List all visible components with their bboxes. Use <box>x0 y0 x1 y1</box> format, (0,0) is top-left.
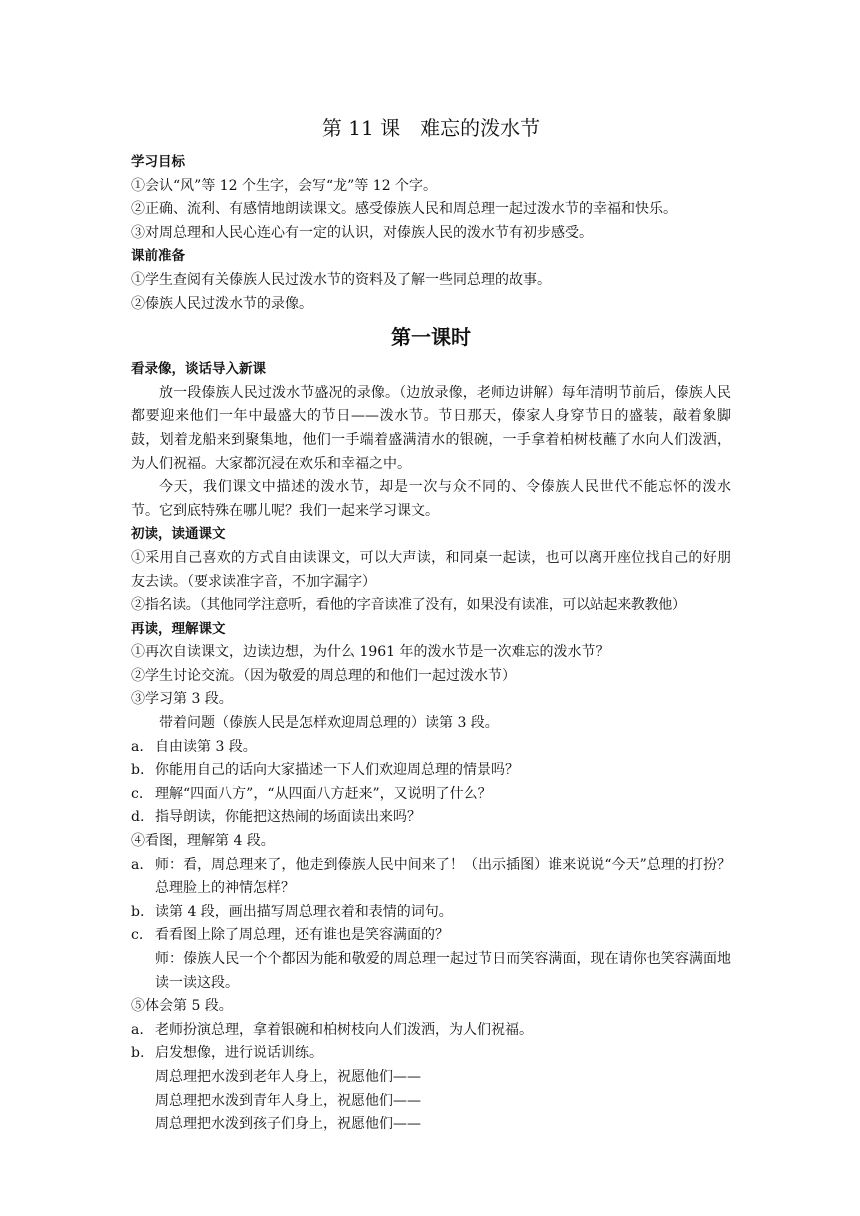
list-text: 看看图上除了周总理，还有谁也是笑容满面的？ <box>155 927 449 944</box>
goal-item: ②正确、流利、有感情地朗读课文。感受傣族人民和周总理一起过泼水节的幸福和快乐。 <box>131 201 677 218</box>
list-item <box>131 736 731 760</box>
speaking-line: 周总理把水泼到老年人身上，祝愿他们—— <box>155 1068 421 1085</box>
list-marker: b. <box>131 1045 145 1062</box>
reread-item: ④看图，理解第 4 段。 <box>131 833 275 850</box>
goal-item: ③对周总理和人民心连心有一定的认识，对傣族人民的泼水节有初步感受。 <box>131 224 593 241</box>
list-item <box>131 783 731 807</box>
teacher-note: 师：傣族人民一个个都因为能和敬爱的周总理一起过节日而笑容满面，现在请你也笑容满面地读一读这段。 <box>155 951 731 991</box>
list-item <box>131 924 731 948</box>
list-text: 启发想像，进行说话训练。 <box>155 1045 323 1062</box>
list-item <box>131 1042 731 1066</box>
list-item <box>131 854 731 901</box>
prep-heading: 课前准备 <box>131 248 185 265</box>
list-marker: a. <box>131 1021 144 1038</box>
list-marker: c. <box>131 785 144 802</box>
list-marker: c. <box>131 927 144 944</box>
document-content <box>131 113 731 1137</box>
list-marker: d. <box>131 809 145 826</box>
list-text: 自由读第 3 段。 <box>155 738 257 755</box>
list-text: 师：看，周总理来了，他走到傣族人民中间来了！（出示插图）谁来说说“今天”总理的打扮？总理脸上的神情怎样？ <box>155 856 731 897</box>
paragraph3-intro: 带着问题（傣族人民是怎样欢迎周总理的）读第 3 段。 <box>159 715 499 732</box>
list-marker: a. <box>131 856 144 873</box>
prep-item: ①学生查阅有关傣族人民过泼水节的资料及了解一些同总理的故事。 <box>131 271 551 288</box>
prep-item: ②傣族人民过泼水节的录像。 <box>131 295 313 312</box>
list-marker: b. <box>131 903 145 920</box>
document-title: 第 11 课 难忘的泼水节 <box>321 116 541 140</box>
list-item <box>131 759 731 783</box>
first-read-item: ②指名读。（其他同学注意听，看他的字音读准了没有，如果没有读准，可以站起来教教他） <box>131 597 686 614</box>
intro-paragraph: 今天，我们课文中描述的泼水节，却是一次与众不同的、令傣族人民世代不能忘怀的泼水节。它到底特殊在哪儿呢？我们一起来学习课文。 <box>131 479 731 519</box>
speaking-line: 周总理把水泼到孩子们身上，祝愿他们—— <box>155 1116 421 1133</box>
section-heading-first-read: 初读，读通课文 <box>131 526 226 543</box>
reread-item: ①再次自读课文，边读边想，为什么 1961 年的泼水节是一次难忘的泼水节？ <box>131 644 610 661</box>
intro-paragraph: 放一段傣族人民过泼水节盛况的录像。（边放录像，老师边讲解）每年清明节前后，傣族人民都要迎来他们一年中最盛大的节日——泼水节。节日那天，傣家人身穿节日的盛装，敲着象脚鼓，划着龙船来到聚集地，他们一手端着盛满清水的银碗，一手拿着柏树枝蘸了水向人们泼洒，为人们祝福。大家都沉浸在欢乐和幸福之中。 <box>131 384 731 472</box>
first-read-item: ①采用自己喜欢的方式自由读课文，可以大声读，和同桌一起读，也可以离开座位找自己的好朋友去读。（要求读准字音，不加字漏字） <box>131 549 731 590</box>
goal-item: ①会认“风”等 12 个生字，会写“龙”等 12 个字。 <box>131 177 438 194</box>
list-item <box>131 901 731 925</box>
list-text: 你能用自己的话向大家描述一下人们欢迎周总理的情景吗？ <box>155 762 519 779</box>
list-text: 读第 4 段，画出描写周总理衣着和表情的词句。 <box>155 903 453 920</box>
list-text: 指导朗读，你能把这热闹的场面读出来吗？ <box>155 809 421 826</box>
section-heading-reread: 再读，理解课文 <box>131 620 226 637</box>
reread-item: ③学习第 3 段。 <box>131 691 233 708</box>
list-marker: a. <box>131 738 144 755</box>
speaking-line: 周总理把水泼到青年人身上，祝愿他们—— <box>155 1092 421 1109</box>
list-text: 老师扮演总理，拿着银碗和柏树枝向人们泼洒，为人们祝福。 <box>155 1021 533 1038</box>
list-item <box>131 806 731 830</box>
list-item <box>131 1019 731 1043</box>
lesson-title: 第一课时 <box>391 325 471 350</box>
list-text: 理解“四面八方”，“从四面八方赶来”，又说明了什么？ <box>155 785 492 802</box>
list-marker: b. <box>131 762 145 779</box>
reread-item: ②学生讨论交流。（因为敬爱的周总理的和他们一起过泼水节） <box>131 667 516 684</box>
section-heading-intro: 看录像，谈话导入新课 <box>131 361 266 378</box>
goals-heading: 学习目标 <box>131 154 185 170</box>
reread-item: ⑤体会第 5 段。 <box>131 998 233 1015</box>
